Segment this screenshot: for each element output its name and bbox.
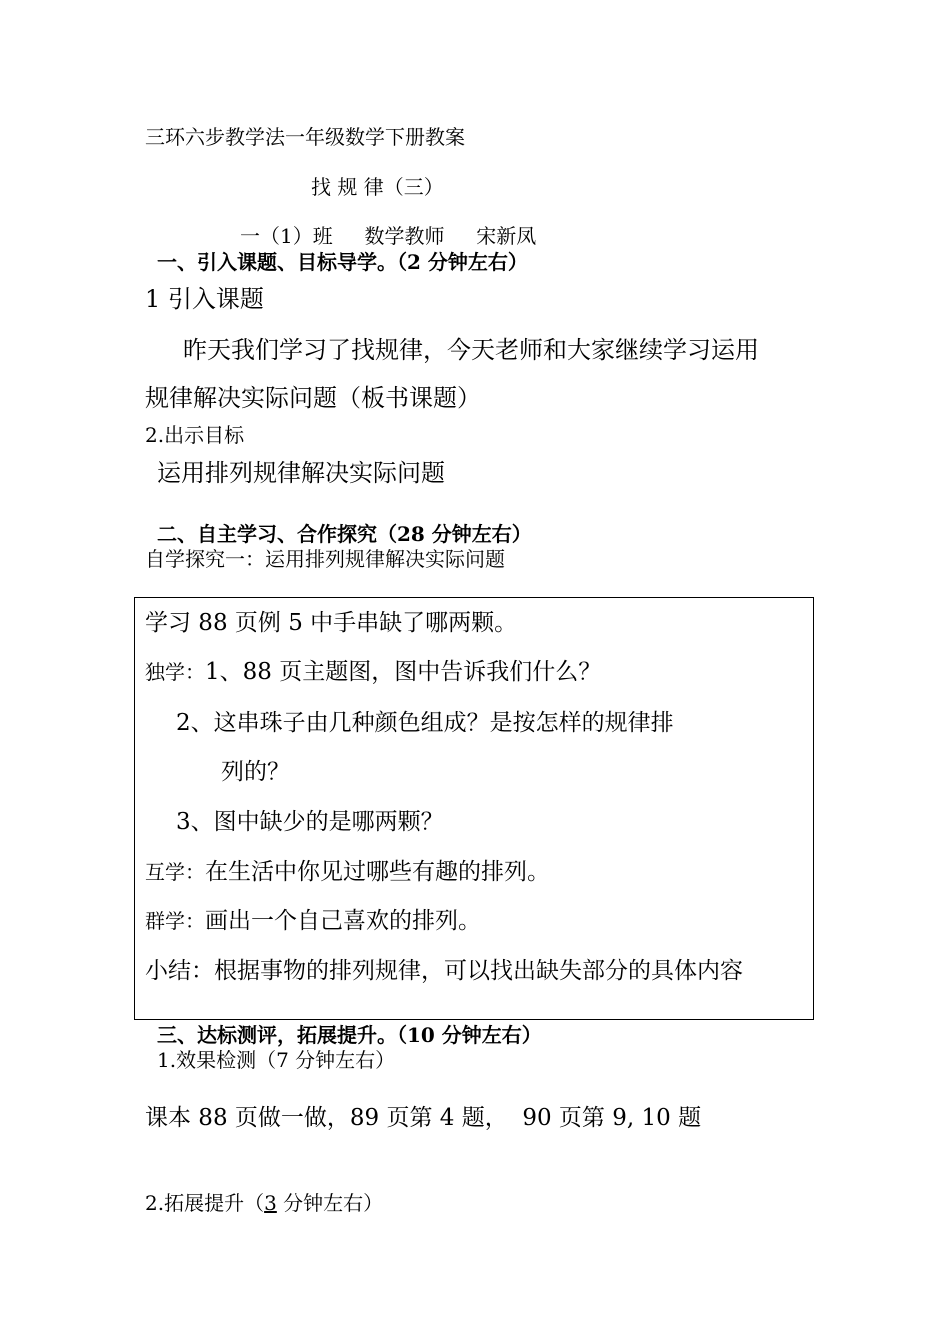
section1-sub1-text-line1: 昨天我们学习了找规律，今天老师和大家继续学习运用 bbox=[183, 336, 759, 364]
box-line-6-text: 在生活中你见过哪些有趣的排列。 bbox=[205, 859, 550, 885]
box-line-7-text: 画出一个自己喜欢的排列。 bbox=[205, 908, 481, 934]
box-line-2-text: 1、88 页主题图，图中告诉我们什么？ bbox=[205, 659, 602, 685]
box-line-2-label: 独学： bbox=[145, 660, 205, 684]
section3-sub1-title: 1.效果检测（7 分钟左右） bbox=[157, 1048, 396, 1072]
lesson-title: 找 规 律（三） bbox=[311, 175, 444, 199]
section3-sub2-suffix: 分钟左右） bbox=[276, 1191, 384, 1215]
box-line-6-label: 互学： bbox=[145, 860, 205, 884]
box-line-6 bbox=[145, 861, 550, 884]
box-line-3: 2、这串珠子由几种颜色组成？是按怎样的规律排 bbox=[176, 710, 674, 736]
section1-sub2-text: 运用排列规律解决实际问题 bbox=[157, 459, 445, 487]
section1-sub1-title: 1 引入课题 bbox=[145, 285, 264, 313]
section1-heading: 一、引入课题、目标导学。（2 分钟左右） bbox=[157, 250, 528, 274]
section3-heading: 三、达标测评，拓展提升。（10 分钟左右） bbox=[157, 1023, 542, 1047]
box-line-1: 学习 88 页例 5 中手串缺了哪两颗。 bbox=[145, 610, 518, 636]
box-line-7-label: 群学： bbox=[145, 909, 205, 933]
author-line: 一（1）班 数学教师 宋新凤 bbox=[240, 224, 537, 248]
box-line-7 bbox=[145, 910, 481, 933]
document-title: 三环六步教学法一年级数学下册教案 bbox=[145, 125, 465, 149]
section3-sub2-prefix: 2.拓展提升（ bbox=[145, 1191, 265, 1215]
section2-subheading: 自学探究一：运用排列规律解决实际问题 bbox=[145, 547, 505, 571]
section3-sub2-title bbox=[145, 1193, 383, 1213]
box-line-4: 列的？ bbox=[221, 759, 290, 785]
section3-sub2-number: 3 bbox=[264, 1191, 277, 1215]
section1-sub2-title: 2.出示目标 bbox=[145, 423, 245, 447]
box-line-2 bbox=[145, 661, 601, 684]
box-line-5: 3、图中缺少的是哪两颗？ bbox=[176, 809, 444, 835]
section1-sub1-text-line2: 规律解决实际问题（板书课题） bbox=[145, 384, 481, 412]
section2-heading: 二、自主学习、合作探究（28 分钟左右） bbox=[157, 522, 532, 546]
box-line-8: 小结：根据事物的排列规律，可以找出缺失部分的具体内容 bbox=[145, 958, 743, 984]
section3-sub1-text: 课本 88 页做一做，89 页第 4 题， 90 页第 9, 10 题 bbox=[145, 1105, 702, 1131]
